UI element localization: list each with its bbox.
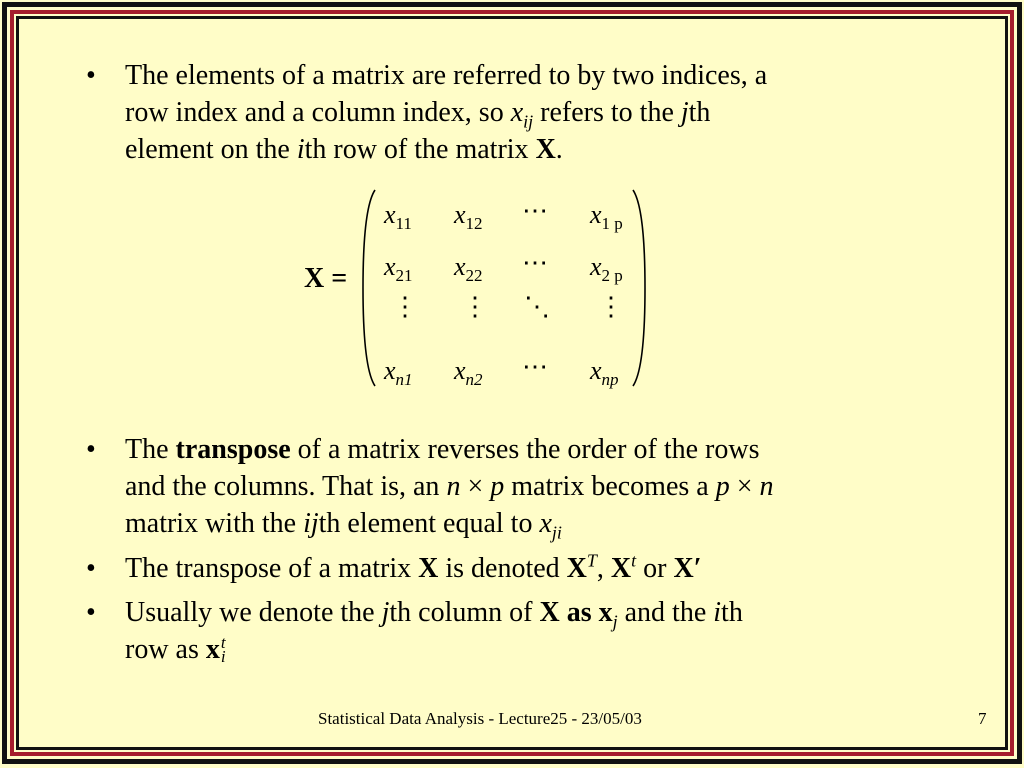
matrix-vdots: ⋮: [598, 292, 624, 321]
right-parenthesis: [632, 188, 646, 388]
matrix-cell: $x_{n2}$: [454, 356, 483, 390]
bullet-transpose-notation: [125, 550, 940, 587]
matrix-ddots: ⋱: [524, 292, 550, 321]
page-number: 7: [978, 709, 987, 728]
matrix-cell: $x_{12}$: [454, 200, 483, 234]
matrix-vdots: ⋮: [392, 292, 418, 321]
matrix-hdots: ⋯: [522, 352, 548, 381]
bullet1-line1: The elements of a matrix are referred to by two indices, a: [125, 60, 768, 91]
bullet-marker: •: [86, 60, 96, 91]
bullet2-line2: and the columns. That is, an n × p matrix becomes a p × n: [125, 471, 774, 502]
bullet2-line3: matrix with the ijth element equal to $x_{ji}$: [125, 508, 562, 543]
matrix-cell: $x_{n1}$: [384, 356, 413, 390]
bullet-marker: •: [86, 434, 96, 465]
bullet1-line2: row index and a column index, so $x_{ij}$ refers to the jth: [125, 97, 711, 132]
matrix-hdots: ⋯: [522, 196, 548, 225]
matrix-cell: $x_{1 p}$: [590, 200, 623, 234]
bullet-marker: •: [86, 597, 96, 628]
matrix-vdots: ⋮: [462, 292, 488, 321]
matrix-label: X =: [304, 263, 348, 294]
bullet4-line2: row as x t i: [125, 633, 226, 666]
left-parenthesis: [362, 188, 376, 388]
matrix-equation: [300, 188, 660, 392]
matrix-cell: $x_{11}$: [384, 200, 412, 234]
slide-footer: Statistical Data Analysis - Lecture25 - 23/05/03: [318, 709, 642, 728]
bullet-matrix-elements: [125, 57, 940, 168]
matrix-cell: $x_{2 p}$: [590, 252, 623, 286]
bullet3-line1: The transpose of a matrix X is denoted $X^T$, $X^t$ or X′: [125, 550, 702, 584]
matrix-cell: $x_{21}$: [384, 252, 413, 286]
bullet2-line1: The transpose of a matrix reverses the order of the rows: [125, 434, 760, 465]
bullet1-line3: element on the ith row of the matrix X.: [125, 134, 563, 165]
bullet-column-row-notation: [125, 594, 940, 668]
bullet-transpose-definition: [125, 431, 940, 542]
matrix-cell: $x_{np}$: [590, 356, 619, 390]
matrix-hdots: ⋯: [522, 248, 548, 277]
matrix-cell: $x_{22}$: [454, 252, 483, 286]
bullet-marker: •: [86, 553, 96, 584]
bullet4-line1: Usually we denote the jth column of X as $x_j$ and the ith: [125, 597, 743, 632]
